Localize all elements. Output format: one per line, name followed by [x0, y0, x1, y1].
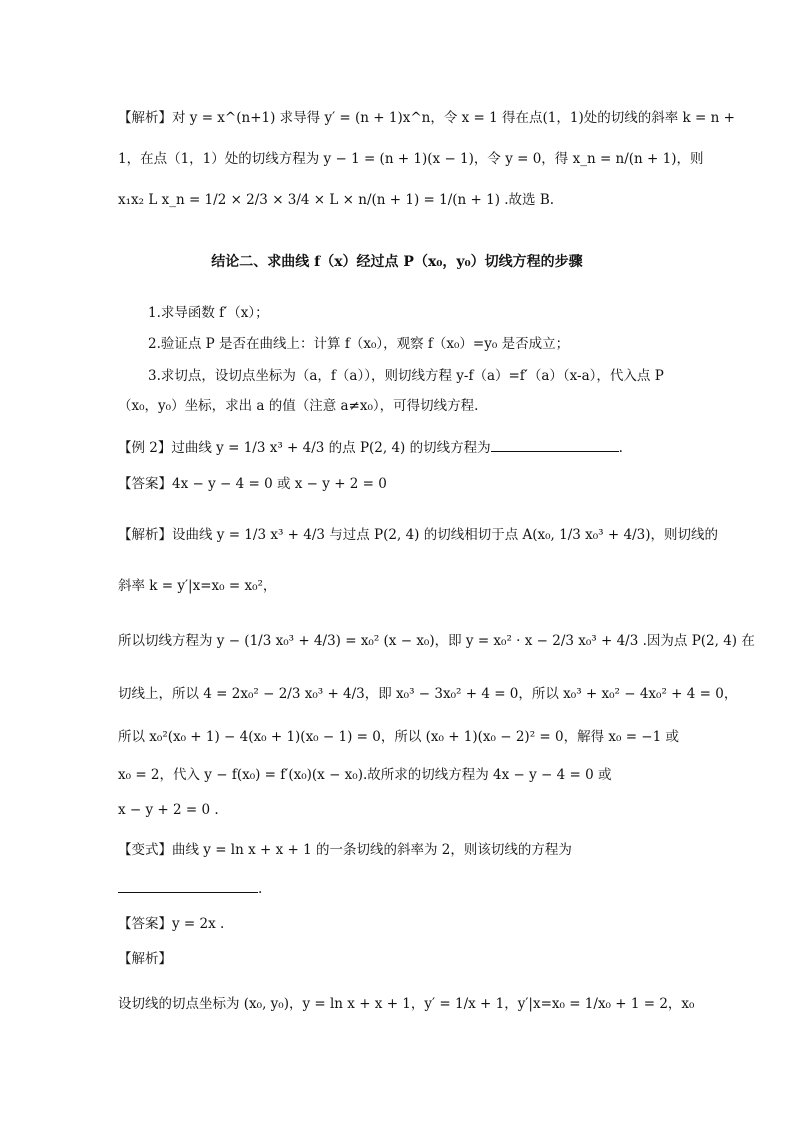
step-1: 1.求导函数 f′（x）； — [148, 305, 269, 321]
solution-2-line-5: 所以 x₀²(x₀ + 1) − 4(x₀ + 1)(x₀ − 1) = 0，所以 (x₀ + 1)(x₀ − 2)² = 0，解得 x₀ = −1 或 — [118, 729, 679, 745]
answer-blank — [491, 437, 619, 452]
example-2-suffix: . — [618, 440, 623, 456]
solution-1-line-2: 1，在点（1，1）处的切线方程为 y − 1 = (n + 1)(x − 1)，令 y = 0，得 x_n = n/(n + 1)，则 — [118, 151, 704, 167]
solution-2-line-6: x₀ = 2，代入 y − f(x₀) = f′(x₀)(x − x₀).故所求的切线方程为 4x − y − 4 = 0 或 — [118, 767, 612, 783]
step-3-line-1: 3.求切点，设切点坐标为（a，f（a）），则切线方程 y-f（a）=f′（a）（x-a），代入点 P — [148, 368, 664, 384]
variant-blank-line — [118, 878, 262, 897]
variant-question: 【变式】曲线 y = ln x + x + 1 的一条切线的斜率为 2，则该切线的方程为 — [118, 842, 572, 858]
solution-3-heading: 【解析】 — [118, 951, 172, 967]
step-2: 2.验证点 P 是否在曲线上：计算 f（x₀），观察 f（x₀）=y₀ 是否成立； — [148, 336, 570, 352]
solution-1-line-3: x₁x₂ L x_n = 1/2 × 2/3 × 3/4 × L × n/(n + 1) = 1/(n + 1) .故选 B. — [118, 192, 555, 208]
variant-blank-end: . — [258, 881, 263, 897]
solution-2-line-3: 所以切线方程为 y − (1/3 x₀³ + 4/3) = x₀² (x − x₀)，即 y = x₀² · x − 2/3 x₀³ + 4/3 .因为点 P(2, 4) 在 — [118, 633, 755, 649]
section-title: 结论二、求曲线 f（x）经过点 P（x₀，y₀）切线方程的步骤 — [211, 254, 583, 270]
solution-3-line-1: 设切线的切点坐标为 (x₀, y₀)，y = ln x + x + 1，y′ = 1/x + 1，y′|x=x₀ = 1/x₀ + 1 = 2，x₀ — [118, 996, 695, 1012]
variant-answer-blank — [118, 878, 258, 893]
solution-2-line-7: x − y + 2 = 0 . — [118, 802, 219, 818]
example-2-text: 【例 2】过曲线 y = 1/3 x³ + 4/3 的点 P(2, 4) 的切线方程为 — [118, 440, 491, 456]
solution-2-line-2: 斜率 k = y′|x=x₀ = x₀²， — [118, 578, 277, 594]
solution-2-line-1: 【解析】设曲线 y = 1/3 x³ + 4/3 与过点 P(2, 4) 的切线相切于点 A(x₀, 1/3 x₀³ + 4/3)，则切线的 — [118, 527, 718, 543]
answer-2: 【答案】y = 2x . — [118, 916, 225, 932]
solution-2-line-4: 切线上，所以 4 = 2x₀² − 2/3 x₀³ + 4/3，即 x₀³ − 3x₀² + 4 = 0，所以 x₀³ + x₀² − 4x₀² + 4 = 0， — [118, 686, 738, 702]
step-3-line-2: （x₀，y₀）坐标，求出 a 的值（注意 a≠x₀），可得切线方程. — [118, 398, 479, 414]
example-2 — [118, 437, 623, 456]
solution-1-line-1: 【解析】对 y = x^(n+1) 求导得 y′ = (n + 1)x^n，令 x = 1 得在点(1，1)处的切线的斜率 k = n + — [118, 110, 735, 126]
answer-1: 【答案】4x − y − 4 = 0 或 x − y + 2 = 0 — [118, 476, 387, 492]
